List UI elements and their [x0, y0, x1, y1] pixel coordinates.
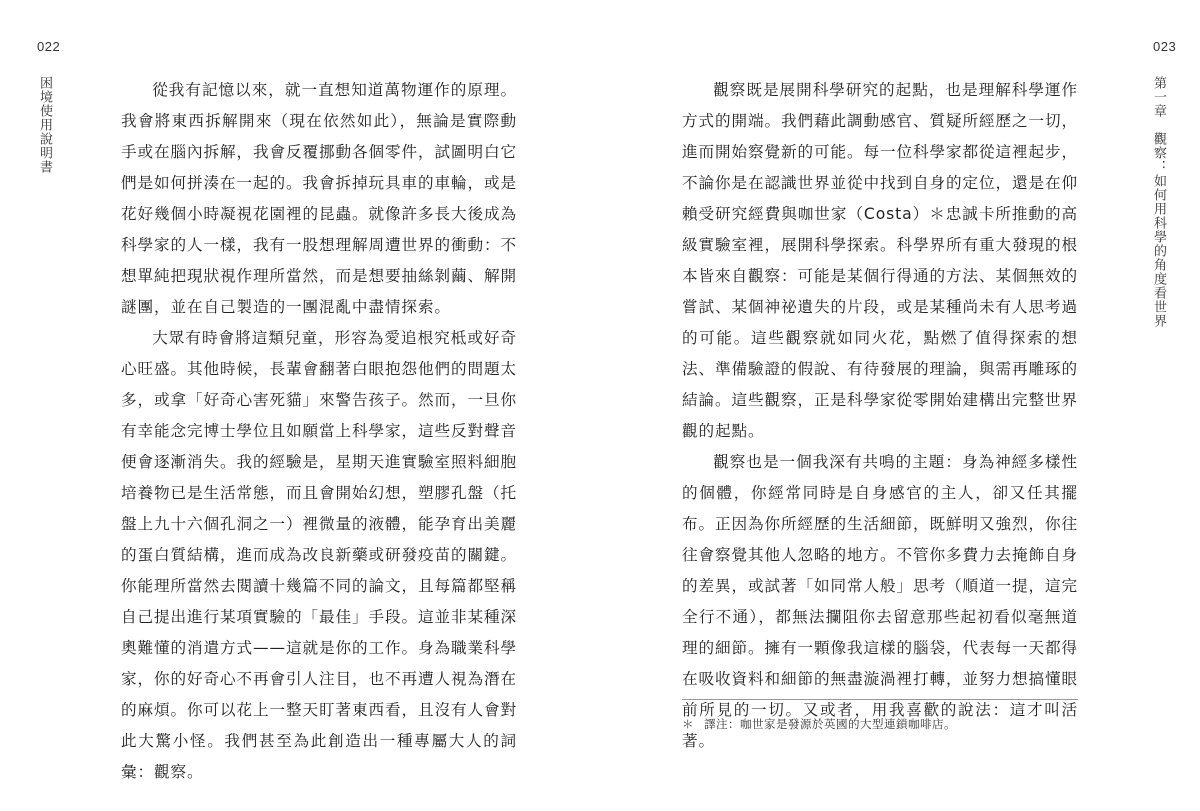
footnote: [682, 716, 956, 732]
footnote-mark: ＊: [682, 717, 694, 731]
footnote-text: 譯注：咖世家是發源於英國的大型連鎖咖啡店。: [704, 717, 956, 731]
body-text: [682, 75, 1078, 757]
running-head-book-title: 困境使用說明書: [37, 76, 52, 174]
paragraph: 大眾有時會將這類兒童，形容為愛追根究柢或好奇心旺盛。其他時候，長輩會翻著白眼抱怨他們的問題太多，或拿「好奇心害死貓」來警告孩子。然而，一旦你有幸能念完博士學位且如願當上科學家，這些反對聲音便會逐漸消失。我的經驗是，星期天進實驗室照料細胞培養物已是生活常態，而且會開始幻想，塑膠孔盤（托盤上九十六個孔洞之一）裡微量的液體，能孕育出美麗的蛋白質結構，進而成為改良新藥或研發疫苗的關鍵。你能理所當然去閱讀十幾篇不同的論文，且每篇都堅稱自己提出進行某項實驗的「最佳」手段。這並非某種深奧難懂的消遣方式——這就是你的工作。身為職業科學家，你的好奇心不再會引人注目，也不再遭人視為潛在的麻煩。你可以花上一整天盯著東西看，且沒有人會對此大驚小怪。我們甚至為此創造出一種專屬大人的詞彙：觀察。: [121, 329, 517, 781]
right-page: [600, 0, 1200, 811]
paragraph: 觀察既是展開科學研究的起點，也是理解科學運作方式的開端。我們藉此調動感官、質疑所經歷之一切，進而開始察覺新的可能。每一位科學家都從這裡起步，不論你是在認識世界並從中找到自身的定位，還是在仰賴受研究經費與咖世家（Costa）＊忠誠卡所推動的高級實驗室裡，展開科學探索。科學界所有重大發現的根本皆來自觀察：可能是某個行得通的方法、某個無效的嘗試、某個神祕遺失的片段，或是某種尚未有人思考過的可能。這些觀察就如同火花，點燃了值得探索的想法、準備驗證的假說、有待發展的理論，與需再雕琢的結論。這些觀察，正是科學家從零開始建構出完整世界觀的起點。: [682, 81, 1078, 440]
page-number: 022: [37, 39, 61, 54]
body-text: [121, 75, 517, 788]
footnote-divider: [682, 699, 1078, 700]
paragraph: 觀察也是一個我深有共鳴的主題：身為神經多樣性的個體，你經常同時是自身感官的主人，卻又任其擺布。正因為你所經歷的生活細節，既鮮明又強烈，你往往會察覺其他人忽略的地方。不管你多費力去掩飾自身的差異，或試著「如同常人般」思考（順道一提，這完全行不通），都無法攔阻你去留意那些起初看似毫無道理的細節。擁有一顆像我這樣的腦袋，代表每一天都得在吸收資料和細節的無盡漩渦裡打轉，並努力想搞懂眼前所見的一切。又或者，用我喜歡的說法：這才叫活著。: [682, 453, 1078, 750]
page-number: 023: [1153, 39, 1177, 54]
paragraph: 從我有記憶以來，就一直想知道萬物運作的原理。我會將東西拆解開來（現在依然如此），無論是實際動手或在腦內拆解，我會反覆挪動各個零件，試圖明白它們是如何拼湊在一起的。我會拆掉玩具車的車輪，或是花好幾個小時凝視花園裡的昆蟲。就像許多長大後成為科學家的人一樣，我有一股想理解周遭世界的衝動：不想單純把現狀視作理所當然，而是想要抽絲剝繭、解開謎團，並在自己製造的一團混亂中盡情探索。: [121, 81, 517, 316]
running-head-chapter-title: 第一章 觀察：如何用科學的角度看世界: [1151, 76, 1166, 328]
